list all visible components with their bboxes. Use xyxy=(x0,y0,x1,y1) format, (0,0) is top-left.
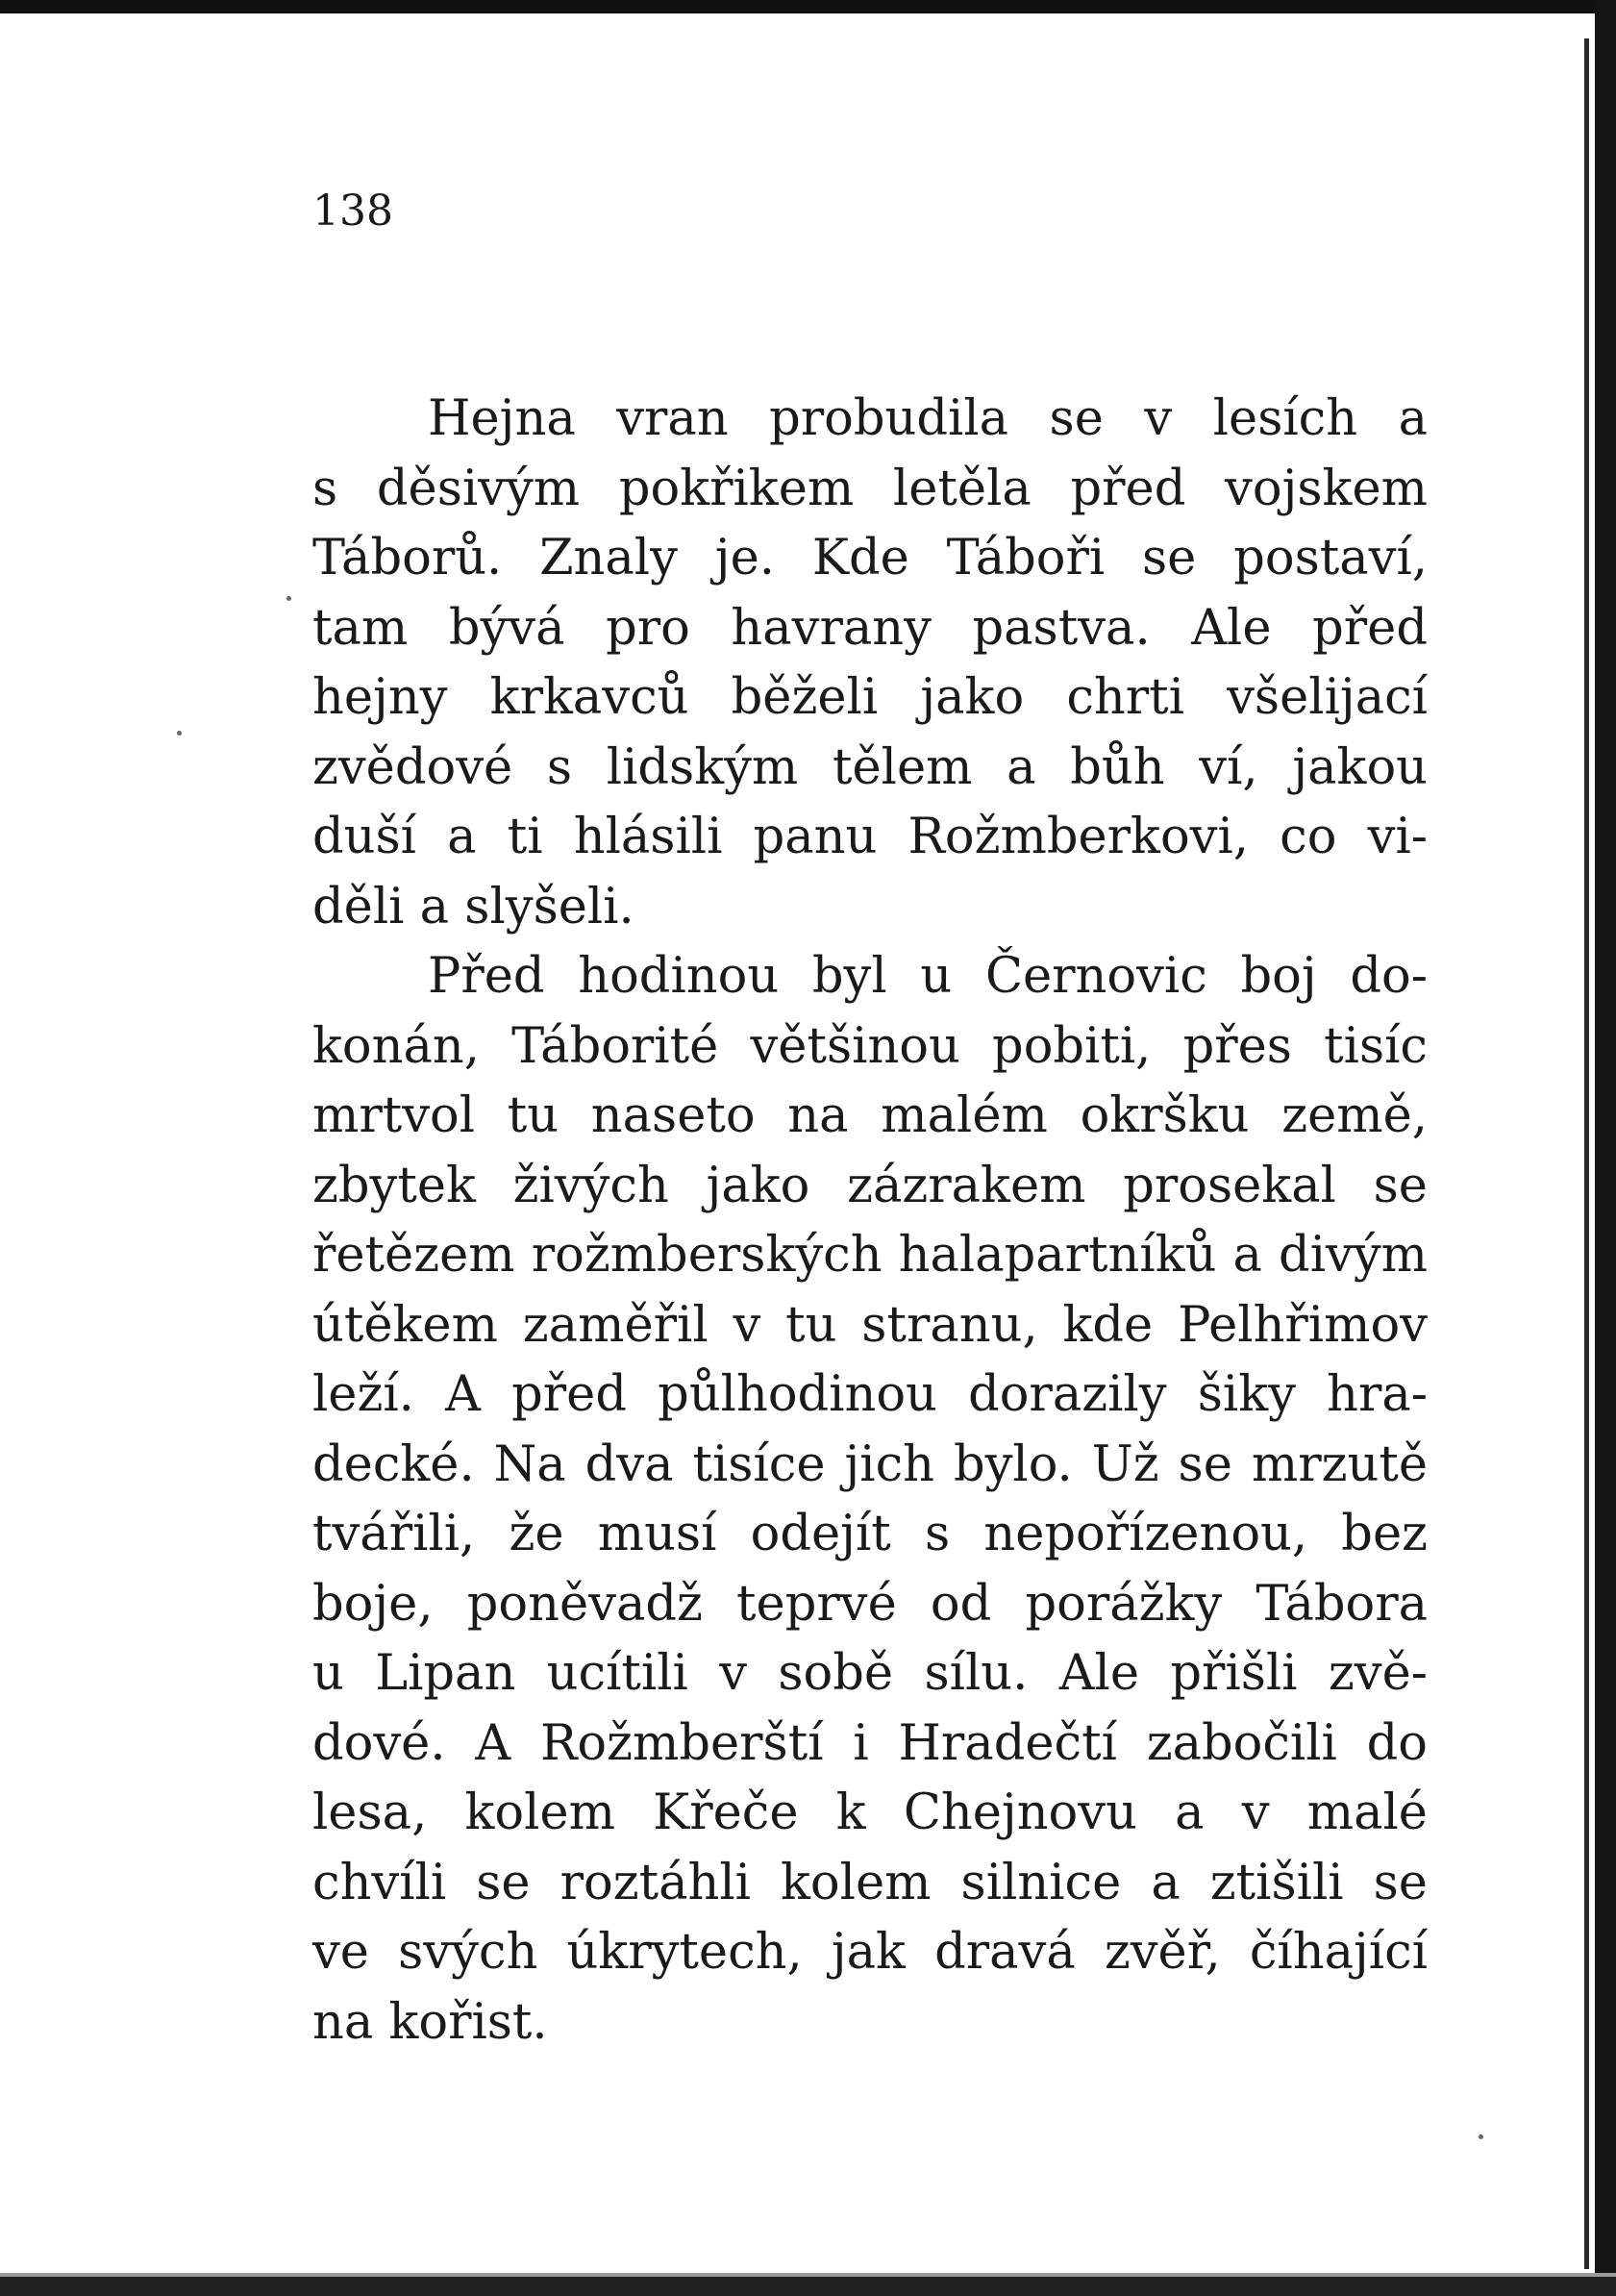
text-line: tam bývá pro havrany pastva. Ale před xyxy=(312,599,1428,657)
book-page xyxy=(312,183,1428,2058)
text-line: decké. Na dva tisíce jich bylo. Už se mrzutě xyxy=(312,1435,1428,1493)
paragraph-1 xyxy=(312,385,1428,942)
text-line: mrtvol tu naseto na malém okršku země, xyxy=(312,1087,1428,1144)
text-line: ve svých úkrytech, jak dravá zvěř, číhající xyxy=(312,1924,1428,1981)
text-line: zvědové s lidským tělem a bůh ví, jakou xyxy=(312,738,1428,796)
scan-speck xyxy=(1479,2134,1483,2139)
scan-border-bottom xyxy=(0,2277,1616,2296)
scan-speck xyxy=(177,731,182,736)
text-line: s děsivým pokřikem letěla před vojskem xyxy=(312,460,1428,517)
paragraph-2 xyxy=(312,942,1428,2058)
text-line: Před hodinou byl u Černovic boj do- xyxy=(428,948,1428,1005)
text-line: dové. A Rožmberští i Hradečtí zabočili do xyxy=(312,1714,1428,1772)
text-line: řetězem rožmberských halapartníků a divým xyxy=(312,1227,1428,1284)
scan-speck xyxy=(286,596,291,601)
text-line: leží. A před půlhodinou dorazily šiky hra- xyxy=(312,1366,1428,1423)
text-line: na kořist. xyxy=(312,1993,548,2051)
text-line: zbytek živých jako zázrakem prosekal se xyxy=(312,1157,1428,1214)
text-line: konán, Táborité většinou pobiti, přes tisíc xyxy=(312,1017,1428,1075)
text-line: děli a slyšeli. xyxy=(312,878,634,936)
text-line: Táborů. Znaly je. Kde Táboři se postaví, xyxy=(312,530,1428,586)
scan-border-right xyxy=(1595,0,1616,2296)
text-line: boje, poněvadž teprvé od porážky Tábora xyxy=(312,1575,1428,1633)
text-line: u Lipan ucítili v sobě sílu. Ale přišli zvě- xyxy=(312,1645,1428,1702)
text-line: lesa, kolem Křeče k Chejnovu a v malé xyxy=(312,1784,1428,1841)
text-line: chvíli se roztáhli kolem silnice a ztišili se xyxy=(312,1854,1428,1911)
text-line: hejny krkavců běželi jako chrti všelijací xyxy=(312,669,1428,726)
text-line: útěkem zaměřil v tu stranu, kde Pelhřimov xyxy=(312,1296,1428,1354)
scan-border-top xyxy=(0,0,1616,13)
scan-shadow-right xyxy=(1584,38,1589,2269)
text-line: Hejna vran probudila se v lesích a xyxy=(428,390,1428,447)
page-number: 138 xyxy=(312,187,393,236)
text-line: duší a ti hlásili panu Rožmberkovi, co vi- xyxy=(312,809,1428,865)
text-line: tvářili, že musí odejít s nepořízenou, bez xyxy=(312,1506,1428,1562)
